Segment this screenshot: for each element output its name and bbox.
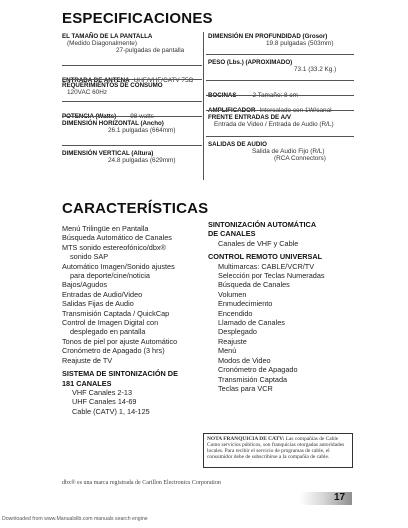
feature-item: Canales de VHF y Cable — [218, 238, 299, 248]
remote-item: Modos de Video — [218, 355, 271, 365]
page-number: 17 — [334, 492, 346, 503]
note-heading: NOTA FRANQUICIA DE CATV: — [207, 436, 285, 442]
spec-audio-outputs — [208, 141, 326, 162]
remote-item: Menú — [218, 346, 237, 356]
spec-value: 120VAC 60Hz — [67, 89, 108, 96]
remote-item: Encendido — [218, 308, 253, 318]
feature-item: Bajos/Agudos — [62, 280, 108, 290]
divider — [206, 54, 354, 55]
remote-item: Enmudecimiento — [218, 299, 273, 309]
features-right-column — [208, 220, 325, 393]
divider — [62, 79, 202, 80]
spec-value: UHF/VHF/CATV 75Ω — [133, 77, 194, 84]
feature-heading: CONTROL REMOTO UNIVERSAL — [208, 252, 323, 262]
spec-width — [62, 120, 176, 134]
spec-weight — [208, 59, 336, 73]
spec-screen — [62, 33, 184, 54]
divider — [62, 101, 202, 102]
remote-item: Teclas para VCR — [218, 383, 273, 393]
spec-label: BOCINAS — [208, 92, 237, 99]
spec-label: DIMENSIÓN VERTICAL (Altura) — [62, 150, 154, 157]
spec-value: 2 Tamaño: 8 cm — [252, 92, 298, 99]
features-title: CARACTERÍSTICAS — [62, 200, 209, 217]
remote-item: Desplegado — [218, 327, 257, 337]
spec-value: 27-pulgadas de pantalla — [116, 47, 185, 54]
catv-note-box — [203, 433, 353, 468]
spec-value: Intercalado con 1W/canal — [259, 107, 332, 114]
feature-item: Control de Imagen Digital con — [62, 318, 159, 328]
note-text: Las compañías de Cable Como servicios públicos, son franquicias otorgadas autoridades locales. Para recibir el servicio de programas de cable, el consumidor debe de subscribirse a la compañía de cable. — [207, 436, 345, 461]
spec-power-requirements — [62, 82, 163, 96]
feature-item: Transmisión Captada / QuickCap — [62, 308, 170, 318]
feature-item: Cronómetro de Apagado (3 hrs) — [62, 346, 165, 356]
feature-item: Reajuste de TV — [62, 355, 113, 365]
remote-item: Transmisión Captada — [218, 374, 288, 384]
feature-heading: SISTEMA DE SINTONIZACIÓN DE — [62, 369, 178, 379]
feature-item: Tonos de piel por ajuste Automático — [62, 336, 178, 346]
remote-item: Búsqueda de Canales — [218, 280, 290, 290]
spec-value: (RCA Connectors) — [274, 155, 326, 162]
feature-item: Entradas de Audio/Video — [62, 289, 143, 299]
feature-item: desplegado en pantalla — [70, 327, 146, 337]
spec-value: 26.1 pulgadas (664mm) — [108, 127, 176, 134]
remote-item: Cronómetro de Apagado — [218, 365, 298, 375]
spec-label: DIMENSIÓN HORIZONTAL (Ancho) — [62, 120, 164, 127]
spec-value: 98 watts — [130, 113, 155, 120]
divider — [62, 145, 202, 146]
divider — [206, 80, 354, 81]
spec-av-inputs — [208, 114, 334, 128]
feature-heading: SINTONIZACIÓN AUTOMÁTICA — [208, 220, 317, 229]
divider — [206, 110, 354, 111]
remote-item: Selección por Teclas Numeradas — [218, 271, 325, 281]
spec-label: PESO (Lbs.) (APROXIMADO) — [208, 59, 293, 66]
spec-label: ENTRADA DE ANTENA — [62, 77, 130, 84]
spec-label: REQUERIMIENTOS DE CONSUMO — [62, 82, 163, 89]
spec-label: DIMENSIÓN EN PROFUNDIDAD (Grosor) — [208, 33, 328, 40]
spec-value: 24.8 pulgadas (629mm) — [108, 157, 176, 164]
spec-depth — [208, 33, 334, 47]
spec-value: 19.8 pulgadas (503mm) — [266, 40, 334, 47]
feature-item: Salidas Fijas de Audio — [62, 299, 134, 309]
spec-label: AMPLIFICADOR — [208, 107, 256, 114]
features-left-column — [62, 224, 178, 416]
divider — [206, 136, 354, 137]
feature-heading: DE CANALES — [208, 229, 256, 239]
column-divider — [203, 32, 204, 180]
spec-title: ESPECIFICACIONES — [62, 10, 213, 27]
divider — [62, 116, 202, 117]
feature-item: VHF Canales 2-13 — [72, 387, 133, 397]
spec-height — [62, 150, 176, 164]
remote-item: Reajuste — [218, 336, 247, 346]
feature-item: para deporte/cine/noticia — [70, 271, 150, 281]
remote-item: Multimarcas: CABLE/VCR/TV — [218, 261, 315, 271]
remote-item: Volumen — [218, 289, 247, 299]
spec-label: POTENCIA (Watts) — [62, 113, 117, 120]
spec-value: Entrada de Video / Entrada de Audio (R/L) — [214, 121, 334, 128]
download-notice: Downloaded from www.Manualslib.com manuals search engine — [2, 516, 148, 522]
spec-label: EL TAMAÑO DE LA PANTALLA — [62, 33, 153, 40]
feature-item: Menú Trilingüe en Pantalla — [62, 224, 149, 233]
feature-item: Búsqueda Automático de Canales — [62, 233, 172, 243]
feature-item: Cable (CATV) 1, 14-125 — [72, 406, 150, 416]
spec-label: FRENTE ENTRADAS DE A/V — [208, 114, 291, 121]
feature-item: UHF Canales 14-69 — [72, 397, 137, 407]
feature-item: MTS sonido estereofónico/dbx® — [62, 242, 166, 252]
spec-value: 73.1 (33.2 Kg.) — [294, 66, 337, 73]
spec-value: (Medido Diagonalmente) — [67, 40, 137, 47]
dbx-footnote: dbx® es una marca registrada de Carillon Electronics Corporation — [62, 480, 221, 486]
spec-value: Salida de Audio Fijo (R/L) — [252, 148, 325, 155]
spec-label: SALIDAS DE AUDIO — [208, 141, 267, 148]
feature-item: Automático Imagen/Sonido ajustes — [62, 261, 175, 271]
feature-heading: 181 CANALES — [62, 378, 112, 388]
divider — [62, 65, 202, 66]
divider — [206, 95, 354, 96]
feature-item: sonido SAP — [70, 252, 109, 262]
remote-item: Llamado de Canales — [218, 318, 285, 328]
